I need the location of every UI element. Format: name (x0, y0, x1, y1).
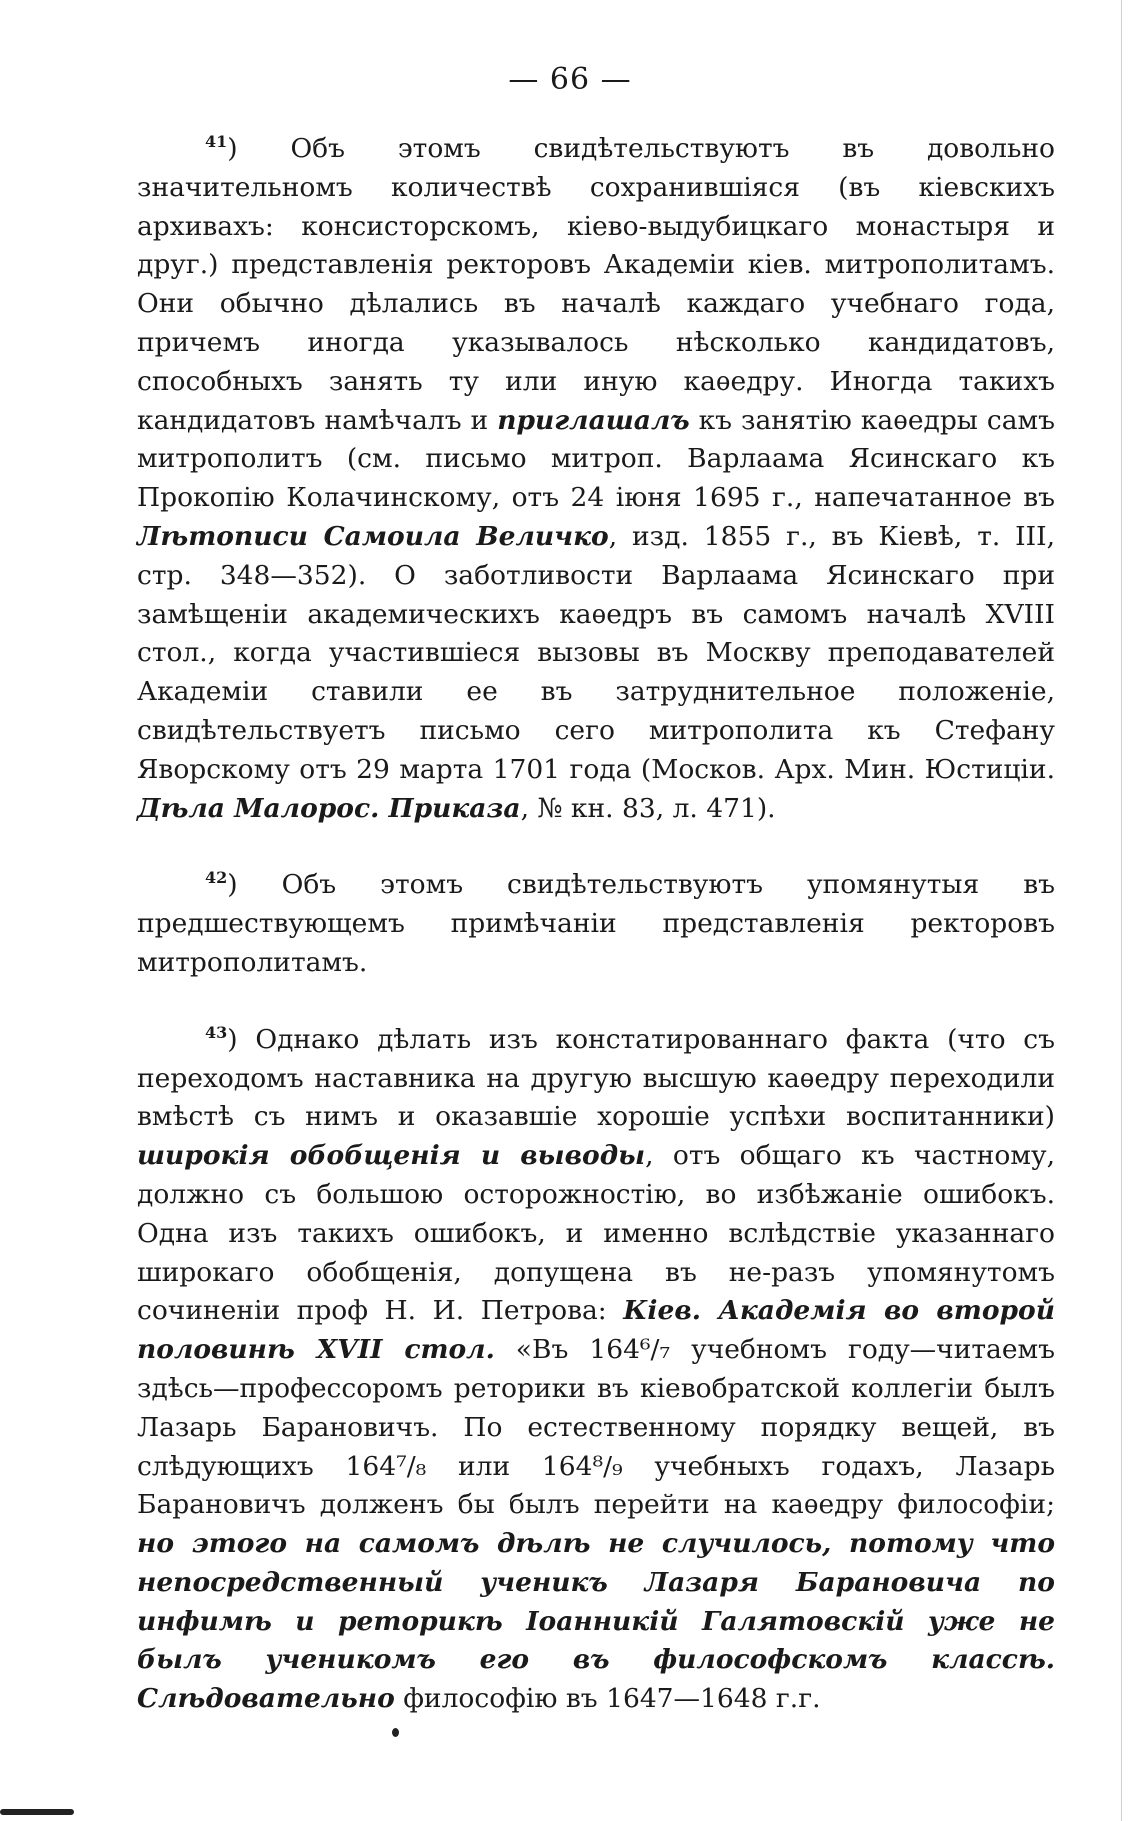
footnote-41 (137, 130, 1055, 828)
footnote-42 (137, 866, 1055, 982)
footnote-ref-number: 43 (205, 1022, 228, 1042)
footnote-text: , отъ общаго къ частному, должно съ большою осторожностію, во избѣжаніе ошибокъ. Одна изъ такихъ ошибокъ, и именно вслѣдствіе указаннаго широкаго обобщенія, допущена въ не-разъ упомянутомъ сочиненіи проф Н. И. Петрова: (137, 1140, 1055, 1327)
footnote-text: ) Объ этомъ свидѣтельствуютъ въ довольно значительномъ количествѣ сохранившіяся (въ кіевскихъ архивахъ: консисторскомъ, кіево-выдубицкаго монастыря и друг.) представленія ректоровъ Академіи кіев. митрополитамъ. Они обычно дѣлались въ началѣ каждаго учебнаго года, причемъ иногда указывалось нѣсколько кандидатовъ, способныхъ занять ту или иную каѳедру. Иногда такихъ кандидатовъ намѣчалъ и (137, 133, 1055, 436)
page-edge-rule (1121, 0, 1122, 1821)
footnote-text: , № кн. 83, л. 471). (520, 792, 776, 824)
footnote-text: , изд. 1855 г., въ Кіевѣ, т. III, стр. 348—352). О заботливости Варлаама Ясинскаго при замѣщеніи академическихъ каѳедръ въ самомъ началѣ XVIII стол., когда участившіеся вызовы въ Москву преподавателей Академіи ставили ее въ затруднительное положеніе, свидѣтельствуетъ письмо сего митрополита къ Стефану Яворскому отъ 29 марта 1701 года (Москов. Арх. Мин. Юстиціи. (137, 520, 1055, 785)
italic-citation: Дѣла Малорос. Приказа (137, 792, 521, 824)
footnote-ref-number: 41 (205, 132, 228, 151)
footnote-ref-number: 42 (205, 868, 228, 888)
footnote-text: ) Однако дѣлать изъ констатированнаго факта (что съ переходомъ наставника на другую высшую каѳедру переходили вмѣстѣ съ нимъ и оказавшіе хорошіе успѣхи воспитанники) (137, 1023, 1055, 1133)
italic-citation: Лѣтописи Самоила Величко (137, 520, 609, 552)
italic-citation: широкія обобщенія и выводы (137, 1140, 646, 1172)
italic-citation: Кіев. Академія во второй половинѣ XVII стол. (137, 1295, 1055, 1366)
footnote-text: къ занятію каѳедры самъ митрополитъ (см. письмо митроп. Варлаама Ясинскаго къ Прокопію Колачинскому, отъ 24 іюня 1695 г., напечатанное въ (137, 404, 1055, 514)
italic-citation: приглашалъ (497, 404, 690, 436)
page-number: — 66 — (508, 62, 632, 97)
footnote-text: «Въ 164⁶/₇ учебномъ году—читаемъ здѣсь—профессоромъ реторики въ кіевобратской коллегіи былъ Лазарь Барановичъ. По естественному порядку вещей, въ слѣдующихъ 164⁷/₈ или 164⁸/₉ учебныхъ годахъ, Лазарь Барановичъ долженъ бы былъ перейти на каѳедру философіи; (137, 1334, 1055, 1521)
italic-citation: но этого на самомъ дѣлѣ не случилось, потому что непосредственный ученикъ Лазаря Барановича по инфимѣ и реторикѣ Іоанникій Галятовскій уже не былъ ученикомъ его въ философскомъ классѣ. Слѣдовательно (137, 1528, 1055, 1715)
scan-edge-mark (0, 1809, 74, 1815)
footnote-text: ) Объ этомъ свидѣтельствуютъ упомянутыя въ предшествующемъ примѣчаніи представленія ректоровъ митрополитамъ. (137, 869, 1055, 978)
footnote-43 (137, 1021, 1055, 1719)
footnote-text: философію въ 1647—1648 г.г. (394, 1683, 821, 1715)
footnotes-column (137, 130, 1055, 1757)
stray-ink-dot (392, 1728, 399, 1737)
